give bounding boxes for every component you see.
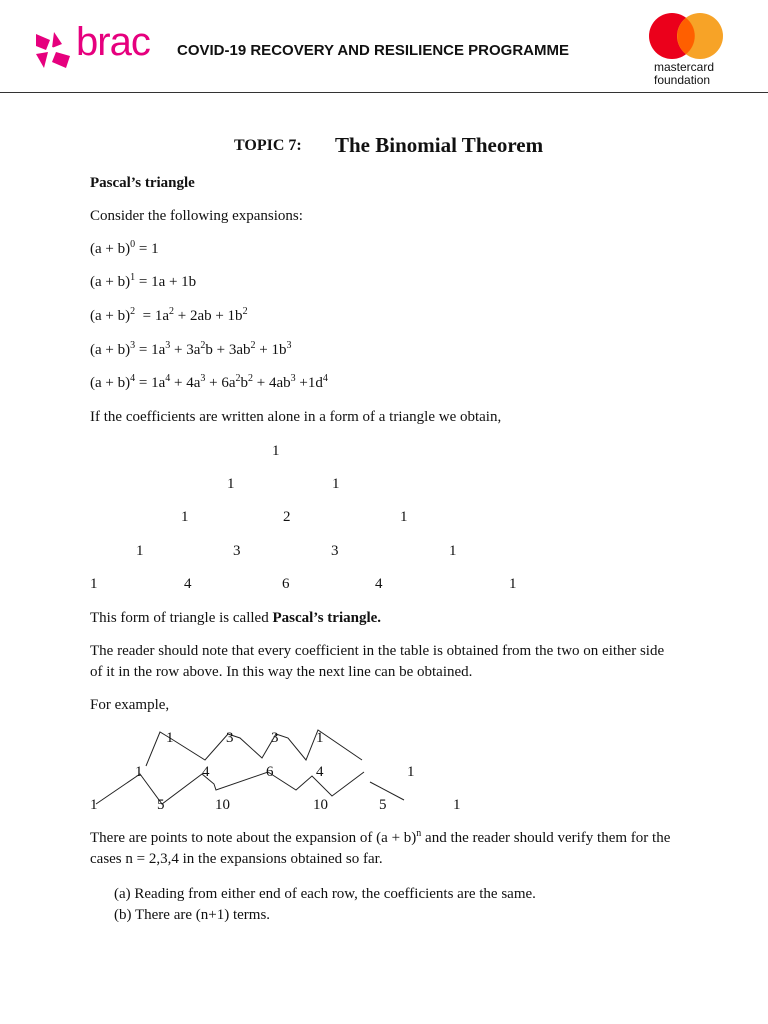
triangle-cell: 1 <box>181 509 189 525</box>
example-cell: 6 <box>266 764 274 780</box>
expansion-0: $(a + b)^0 = 1$ <box>90 239 159 257</box>
expansion-3: $(a + b)^3 = 1a^3 + 3a^2b + 3ab^2 + 1b^3$ <box>90 340 292 358</box>
programme-title: COVID-19 RECOVERY AND RESILIENCE PROGRAMME <box>177 42 569 59</box>
example-cell: 10 <box>313 797 328 813</box>
page-header <box>0 0 768 94</box>
triangle-cell: 3 <box>331 543 339 559</box>
example-cell: 1 <box>453 797 461 813</box>
triangle-cell: 1 <box>400 509 408 525</box>
triangle-cell: 1 <box>227 476 235 492</box>
triangle-cell: 1 <box>90 576 98 592</box>
mc-line-2: foundation <box>654 73 711 87</box>
topic-label: TOPIC 7: <box>234 137 302 154</box>
points-line-2: cases n = 2,3,4 in the expansions obtained so far. <box>90 851 383 867</box>
example-cell: 1 <box>407 764 415 780</box>
triangle-cell: 2 <box>283 509 291 525</box>
example-cell: 4 <box>202 764 210 780</box>
triangle-cell: 3 <box>233 543 241 559</box>
example-cell: 1 <box>166 730 174 746</box>
expansion-1: $(a + b)^1 = 1a + 1b$ <box>90 272 197 290</box>
example-cell: 4 <box>316 764 324 780</box>
called-sentence: This form of triangle is called Pascal’s triangle. <box>90 610 382 626</box>
example-cell: 5 <box>157 797 165 813</box>
notes-list <box>114 884 536 926</box>
brac-logo-icon <box>32 30 74 72</box>
for-example: For example, <box>90 697 170 713</box>
example-cell: 5 <box>379 797 387 813</box>
expansion-2: $(a + b)^2 = 1a^2 + 2ab + 1b^2$ <box>90 306 248 324</box>
example-cell: 1 <box>316 730 324 746</box>
note-line-1: The reader should note that every coefficient in the table is obtained from the two on either side <box>90 643 665 659</box>
triangle-cell: 6 <box>282 576 290 592</box>
mc-line-1: mastercard <box>654 60 715 74</box>
list-item: (a) Reading from either end of each row, the coefficients are the same. <box>114 886 536 902</box>
topic-title: The Binomial Theorem <box>335 133 544 157</box>
triangle-cell: 1 <box>509 576 517 592</box>
header-divider <box>0 92 768 93</box>
example-cell: 1 <box>135 764 143 780</box>
triangle-cell: 1 <box>332 476 340 492</box>
note-line-2: of it in the row above. In this way the next line can be obtained. <box>90 664 473 680</box>
mastercard-foundation-wordmark <box>654 61 714 87</box>
triangle-cell: 1 <box>272 443 280 459</box>
intro-text: Consider the following expansions: <box>90 208 303 224</box>
mastercard-logo-icon <box>648 12 724 60</box>
triangle-cell: 4 <box>375 576 383 592</box>
example-cell: 10 <box>215 797 230 813</box>
expansion-4: $(a + b)^4 = 1a^4 + 4a^3 + 6a^2b^2 + 4ab^3 +1d^4$ <box>90 373 328 391</box>
triangle-cell: 4 <box>184 576 192 592</box>
triangle-cell: 1 <box>136 543 144 559</box>
example-cell: 1 <box>90 797 98 813</box>
triangle-cell: 1 <box>449 543 457 559</box>
points-line-1: There are points to note about the expansion of $(a + b)^n$ and the reader should verify them for the <box>90 828 671 846</box>
triangle-intro: If the coefficients are written alone in a form of a triangle we obtain, <box>90 409 502 425</box>
list-item: (b) There are (n+1) terms. <box>114 907 271 923</box>
example-cell: 3 <box>226 730 234 746</box>
section-heading: Pascal’s triangle <box>90 175 195 191</box>
example-cell: 3 <box>271 730 279 746</box>
brac-wordmark: brac <box>76 20 150 64</box>
